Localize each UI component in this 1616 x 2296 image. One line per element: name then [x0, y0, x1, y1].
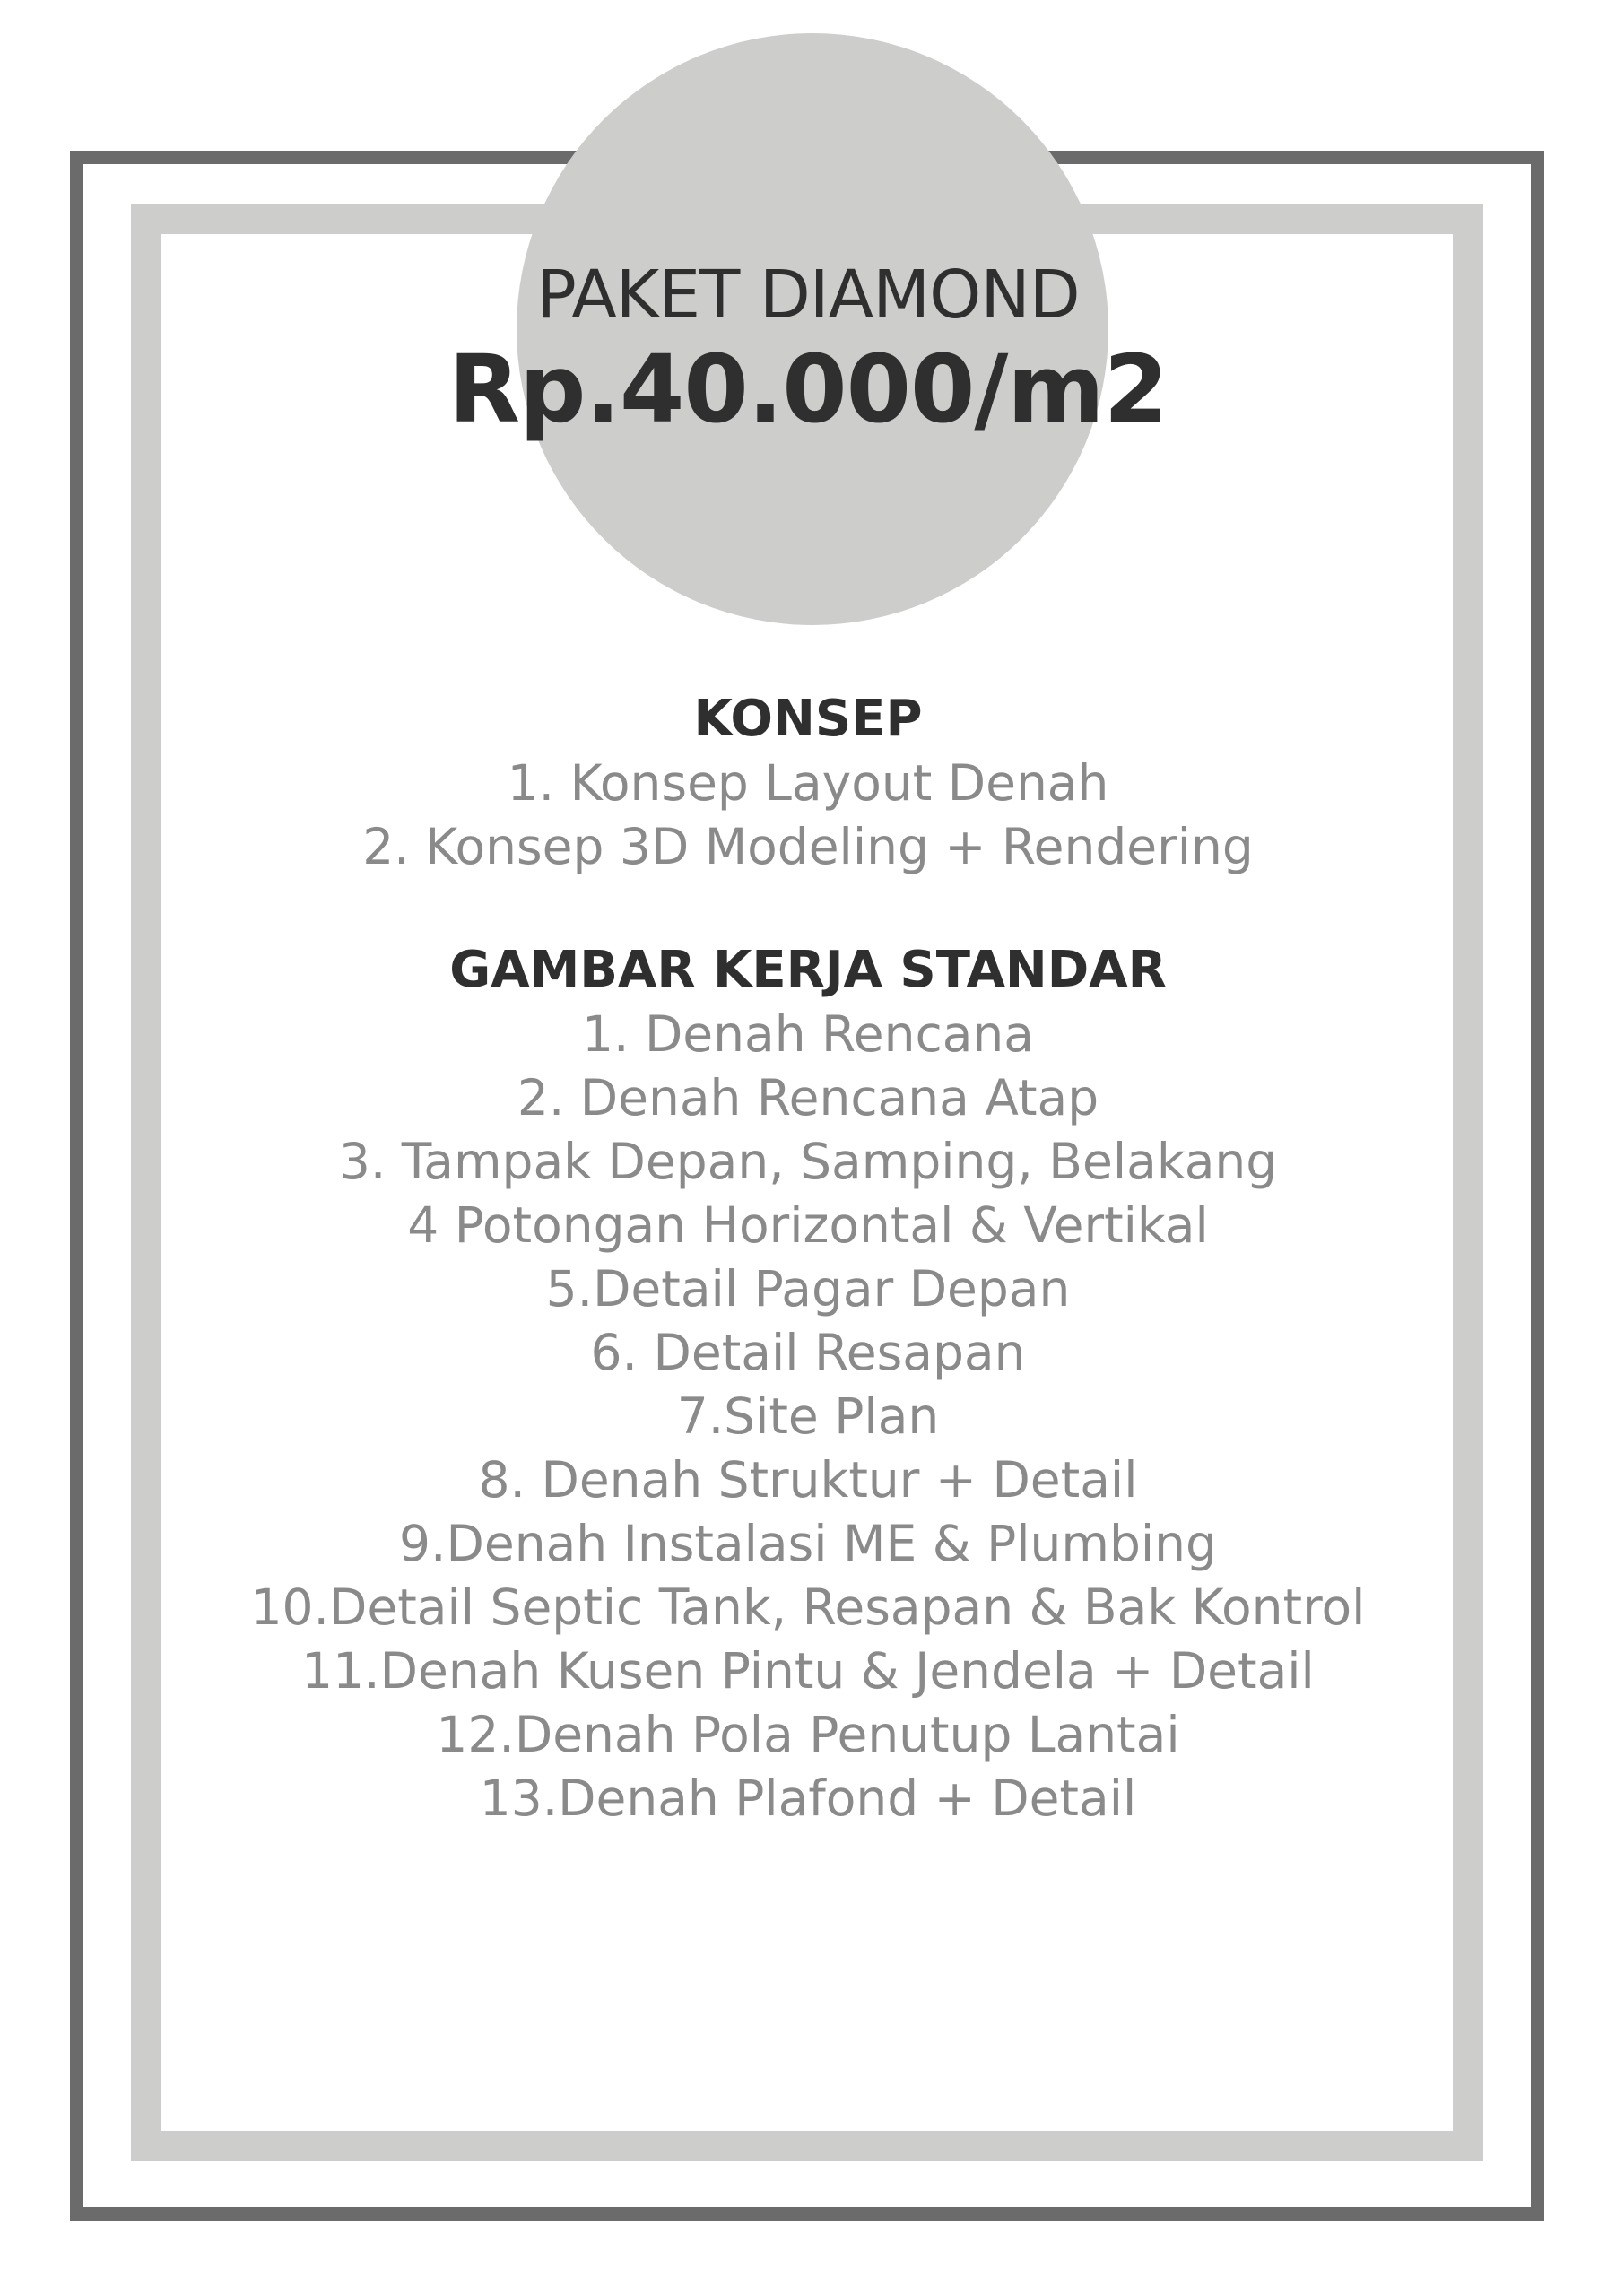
list-item: 2. Konsep 3D Modeling + Rendering — [362, 818, 1254, 875]
list-item: 13.Denah Plafond + Detail — [479, 1770, 1137, 1827]
section-heading: KONSEP — [693, 690, 923, 748]
gambar-kerja-list — [0, 1003, 1616, 1831]
section-gambar-kerja-standar — [0, 938, 1616, 1831]
list-item: 1. Denah Rencana — [582, 1005, 1034, 1063]
list-item: 11.Denah Kusen Pintu & Jendela + Detail — [301, 1642, 1315, 1700]
list-item: 9.Denah Instalasi ME & Plumbing — [399, 1515, 1217, 1572]
list-item: 5.Detail Pagar Depan — [545, 1260, 1071, 1318]
list-item: 4 Potongan Horizontal & Vertikal — [407, 1196, 1209, 1254]
list-item: 12.Denah Pola Penutup Lantai — [436, 1706, 1180, 1763]
list-item: 8. Denah Struktur + Detail — [478, 1451, 1138, 1509]
list-item: 1. Konsep Layout Denah — [507, 754, 1109, 812]
section-heading: GAMBAR KERJA STANDAR — [449, 941, 1167, 999]
package-title: PAKET DIAMOND — [536, 257, 1080, 334]
section-konsep — [0, 687, 1616, 879]
list-item: 2. Denah Rencana Atap — [517, 1069, 1099, 1126]
list-item: 3. Tampak Depan, Samping, Belakang — [338, 1133, 1278, 1190]
konsep-list — [0, 752, 1616, 879]
list-item: 6. Detail Resapan — [590, 1324, 1026, 1381]
package-price: Rp.40.000/m2 — [447, 335, 1169, 444]
list-item: 10.Detail Septic Tank, Resapan & Bak Kontrol — [250, 1578, 1366, 1636]
list-item: 7.Site Plan — [676, 1387, 940, 1445]
